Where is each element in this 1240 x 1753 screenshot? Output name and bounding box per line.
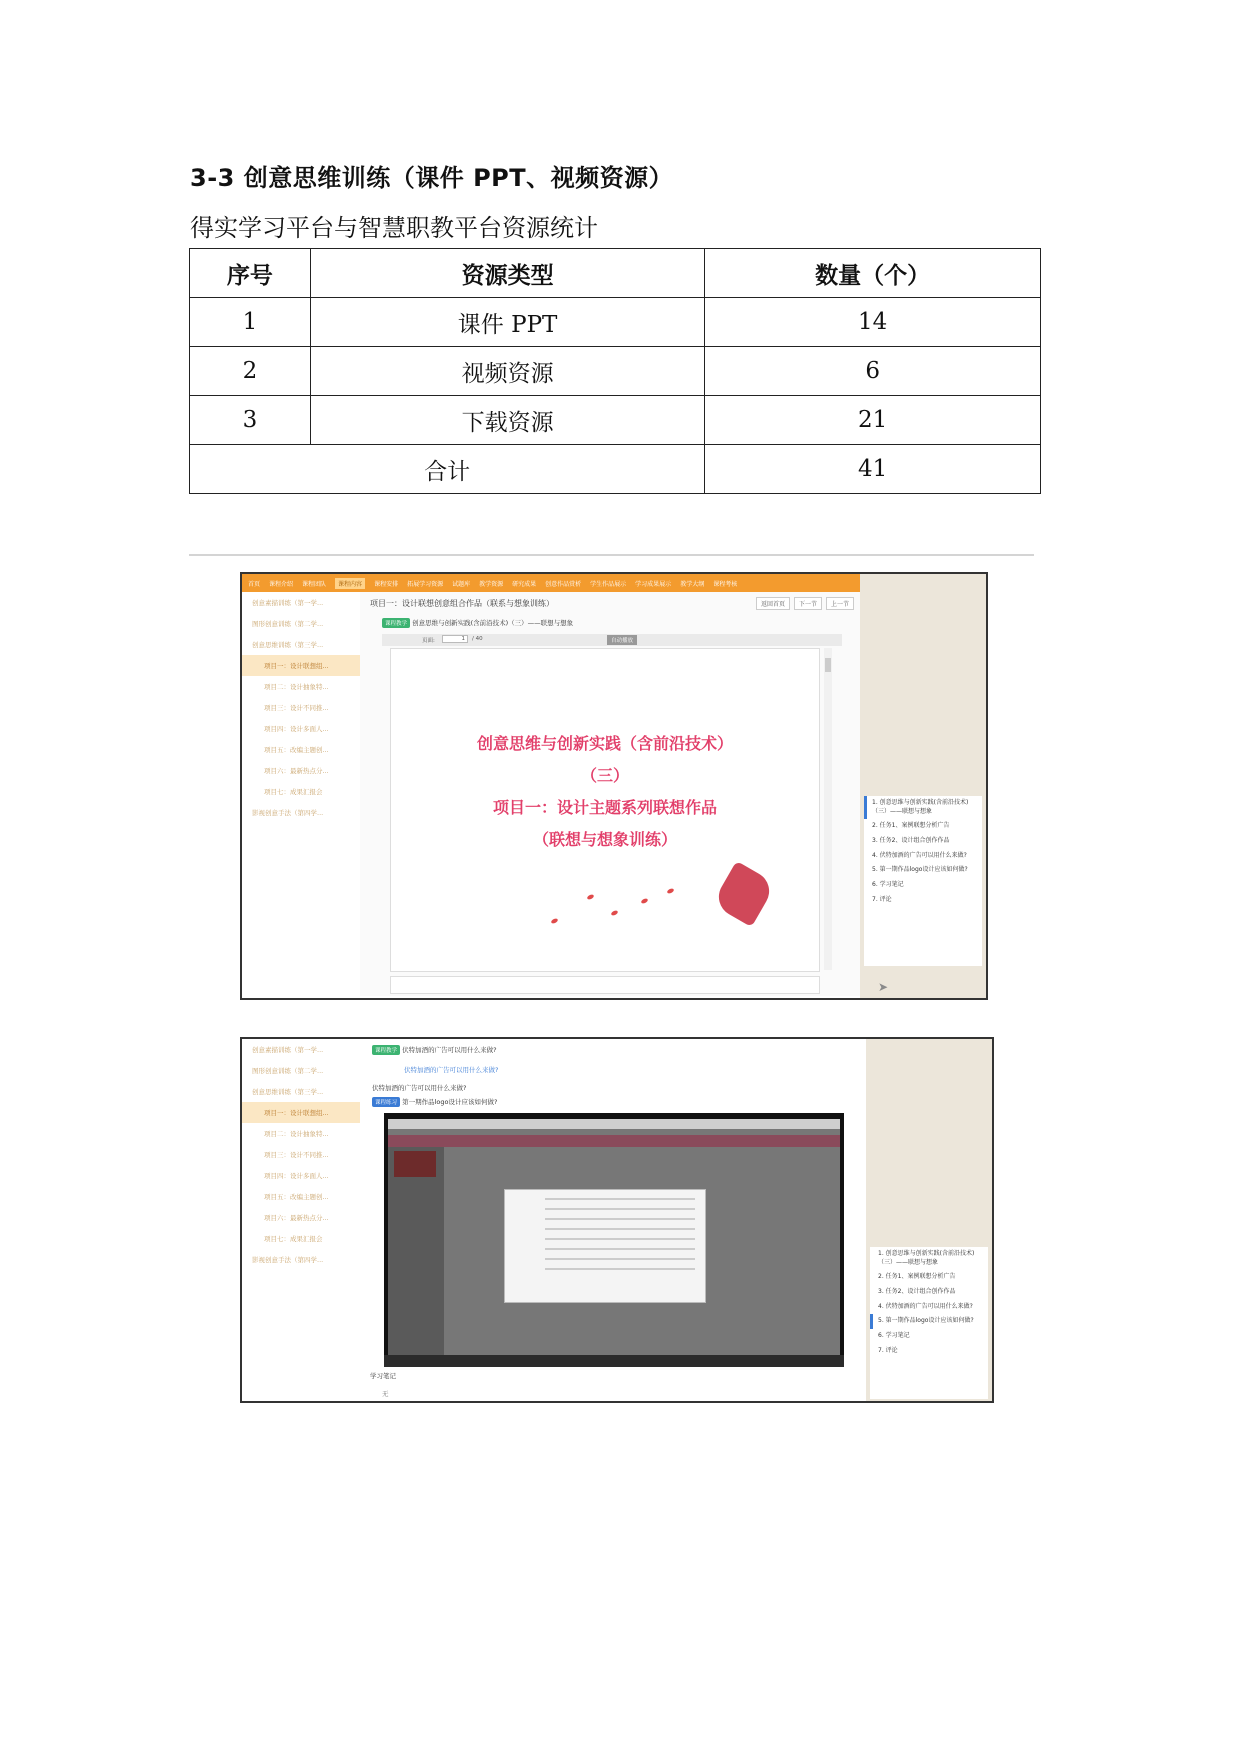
cell-count: 14: [705, 298, 1041, 347]
nav-item[interactable]: 教学大纲: [680, 580, 705, 588]
nav-item-active[interactable]: 课程内容: [335, 578, 365, 589]
sidebar-item[interactable]: 项目五：改编主题创...: [264, 1193, 329, 1201]
question-header: [372, 1045, 497, 1055]
dialog-box: [504, 1189, 706, 1303]
nav-item[interactable]: 创意作品赏析: [545, 580, 582, 588]
cell-count: 6: [705, 347, 1041, 396]
nav-item[interactable]: 课程考核: [713, 580, 738, 588]
page-total: / 40: [472, 636, 483, 642]
nav-item[interactable]: 教学资源: [479, 580, 504, 588]
sidebar-item[interactable]: 项目六：最新热点分...: [264, 767, 329, 775]
petal-decoration: [586, 894, 594, 901]
nav-item[interactable]: 试题库: [452, 580, 471, 588]
nav-item[interactable]: 学习成果展示: [635, 580, 672, 588]
toc-item[interactable]: 4. 伏特加酒的广告可以用什么来做?: [872, 851, 967, 859]
video-frame: [388, 1119, 840, 1355]
table-row: [190, 396, 1041, 445]
toc-item[interactable]: 2. 任务1、案例联想分析广告: [878, 1273, 956, 1281]
total-value: 41: [705, 445, 1041, 494]
content-area: [360, 1039, 866, 1399]
toc-item[interactable]: 1. 创意思维与创新实践(含前沿技术)（三）——联想与想象: [878, 1250, 975, 1266]
course-sidebar: [242, 592, 361, 996]
video-header: [372, 1097, 497, 1107]
sidebar-item[interactable]: 项目二：设计抽象特...: [264, 683, 329, 691]
petal-decoration: [640, 898, 648, 905]
sidebar-item[interactable]: 项目三：设计不同推...: [264, 1151, 329, 1159]
cell-count: 21: [705, 396, 1041, 445]
slide-title-line: （三）: [580, 766, 629, 785]
section-heading: 3-3 创意思维训练（课件 PPT、视频资源）: [190, 164, 674, 192]
sidebar-item[interactable]: 项目二：设计抽象特...: [264, 1130, 329, 1138]
table-header-row: [190, 249, 1041, 298]
toc-item[interactable]: 3. 任务2、设计组合创作作品: [878, 1288, 956, 1296]
toc-item[interactable]: 7. 评论: [878, 1346, 898, 1354]
toc-item-current[interactable]: 1. 创意思维与创新实践(含前沿技术)（三）——联想与想象: [864, 796, 982, 819]
cell-no: 2: [190, 347, 311, 396]
video-title: 第一期作品logo设计应该如何做?: [402, 1098, 498, 1106]
nav-item[interactable]: 课程安排: [374, 580, 399, 588]
cell-no: 1: [190, 298, 311, 347]
petal-decoration: [666, 888, 674, 895]
page-input[interactable]: 1: [442, 635, 468, 643]
screenshot-courseware: [240, 572, 988, 1000]
comment-input[interactable]: [390, 976, 820, 994]
browser-bar: [388, 1119, 840, 1129]
site-sidebar: [388, 1147, 444, 1355]
sidebar-item[interactable]: 影视创意手法（第四学...: [252, 809, 324, 817]
sidebar-item-selected[interactable]: 项目一：设计联想组...: [242, 1102, 360, 1123]
content-area: [360, 592, 860, 996]
nav-item[interactable]: 课程团队: [302, 580, 327, 588]
nav-buttons: [756, 597, 854, 610]
total-label: 合计: [190, 445, 705, 494]
toc-item-current[interactable]: 5. 第一期作品logo设计应该如何做?: [870, 1314, 988, 1329]
toc-item[interactable]: 4. 伏特加酒的广告可以用什么来做?: [878, 1302, 973, 1310]
table-total-row: [190, 445, 1041, 494]
video-badge: 课程练习: [372, 1097, 400, 1107]
question-title: 伏特加酒的广告可以用什么来做?: [402, 1046, 497, 1054]
question-reply[interactable]: 伏特加酒的广告可以用什么来做?: [404, 1066, 499, 1074]
ppt-toolbar: [382, 634, 842, 646]
sidebar-item-selected[interactable]: 项目一：设计联想组...: [242, 655, 360, 676]
table-row: [190, 298, 1041, 347]
header-type: 资源类型: [310, 249, 705, 298]
sidebar-item[interactable]: 项目三：设计不同推...: [264, 704, 329, 712]
cell-no: 3: [190, 396, 311, 445]
slide-title-line: （联想与想象训练）: [532, 830, 677, 849]
rose-decoration: [712, 861, 777, 927]
toc-item[interactable]: 6. 学习笔记: [878, 1332, 910, 1340]
prev-button[interactable]: 上一节: [826, 597, 854, 610]
sidebar-item[interactable]: 图形创意训练（第二学...: [252, 620, 324, 628]
sidebar-item[interactable]: 项目四：设计多面人...: [264, 1172, 329, 1180]
home-button[interactable]: 返回首页: [756, 597, 790, 610]
notes-header: 学习笔记: [370, 1372, 396, 1380]
ppt-slide: [390, 648, 820, 972]
sidebar-item[interactable]: 项目六：最新热点分...: [264, 1214, 329, 1222]
petal-decoration: [610, 910, 618, 917]
notes-value: 无: [382, 1390, 389, 1398]
table-caption: 得实学习平台与智慧职教平台资源统计: [190, 214, 598, 242]
toc-item[interactable]: 7. 评论: [872, 895, 892, 903]
send-icon[interactable]: ➤: [877, 980, 888, 994]
lesson-header: [382, 618, 573, 628]
question-text: 伏特加酒的广告可以用什么来做?: [372, 1084, 467, 1092]
scrollbar[interactable]: [824, 648, 832, 970]
next-button[interactable]: 下一节: [794, 597, 822, 610]
page-label: 页面:: [422, 638, 435, 644]
cell-type: 下载资源: [310, 396, 705, 445]
toc-item[interactable]: 5. 第一期作品logo设计应该如何做?: [872, 866, 968, 874]
slide-title-line: 创意思维与创新实践（含前沿技术）: [476, 734, 733, 753]
course-sidebar: [242, 1039, 361, 1399]
sidebar-item[interactable]: 创意思维训练（第三学...: [252, 641, 324, 649]
breadcrumb: 项目一：设计联想创意组合作品（联系与想象训练）: [370, 599, 554, 608]
sidebar-item[interactable]: 创意思维训练（第三学...: [252, 1088, 324, 1096]
nav-item[interactable]: 学生作品展示: [590, 580, 627, 588]
toc-item[interactable]: 3. 任务2、设计组合创作作品: [872, 837, 950, 845]
nav-item[interactable]: 研究成果: [512, 580, 537, 588]
nav-item[interactable]: 课程介绍: [269, 580, 294, 588]
cell-type: 视频资源: [310, 347, 705, 396]
slide-title-line: 项目一：设计主题系列联想作品: [492, 798, 717, 817]
divider: [189, 554, 1034, 556]
lesson-title: 创意思维与创新实践(含前沿技术)（三）——联想与想象: [412, 619, 574, 627]
lesson-badge: 课程教学: [382, 618, 410, 628]
resource-stats-table: [189, 248, 1041, 494]
book-image: [394, 1151, 436, 1177]
sidebar-item[interactable]: 项目七：成果汇报会: [264, 1235, 323, 1243]
header-no: 序号: [190, 249, 311, 298]
toc-item[interactable]: 6. 学习笔记: [872, 881, 904, 889]
video-controls[interactable]: [384, 1355, 844, 1367]
table-row: [190, 347, 1041, 396]
header-count: 数量（个）: [705, 249, 1041, 298]
sidebar-item[interactable]: 创意素描训练（第一学...: [252, 599, 324, 607]
video-player[interactable]: [384, 1113, 844, 1367]
site-header: [388, 1135, 840, 1147]
screenshot-video: [240, 1037, 994, 1403]
question-badge: 课程教学: [372, 1045, 400, 1055]
nav-item[interactable]: 拓展学习资源: [407, 580, 444, 588]
toc-item[interactable]: 2. 任务1、案例联想分析广告: [872, 822, 950, 830]
sidebar-item[interactable]: 创意素描训练（第一学...: [252, 1046, 324, 1054]
sidebar-item[interactable]: 项目五：改编主题创...: [264, 746, 329, 754]
table-of-contents: [864, 796, 982, 966]
sidebar-item[interactable]: 项目四：设计多面人...: [264, 725, 329, 733]
table-of-contents: [870, 1247, 988, 1399]
sidebar-item[interactable]: 项目七：成果汇报会: [264, 788, 323, 796]
cell-type: 课件 PPT: [310, 298, 705, 347]
nav-item[interactable]: 首页: [248, 580, 261, 588]
sidebar-item[interactable]: 影视创意手法（第四学...: [252, 1256, 324, 1264]
top-nav: [242, 574, 860, 592]
autoplay-button[interactable]: 自动播放: [607, 635, 637, 645]
sidebar-item[interactable]: 图形创意训练（第二学...: [252, 1067, 324, 1075]
petal-decoration: [550, 918, 558, 925]
